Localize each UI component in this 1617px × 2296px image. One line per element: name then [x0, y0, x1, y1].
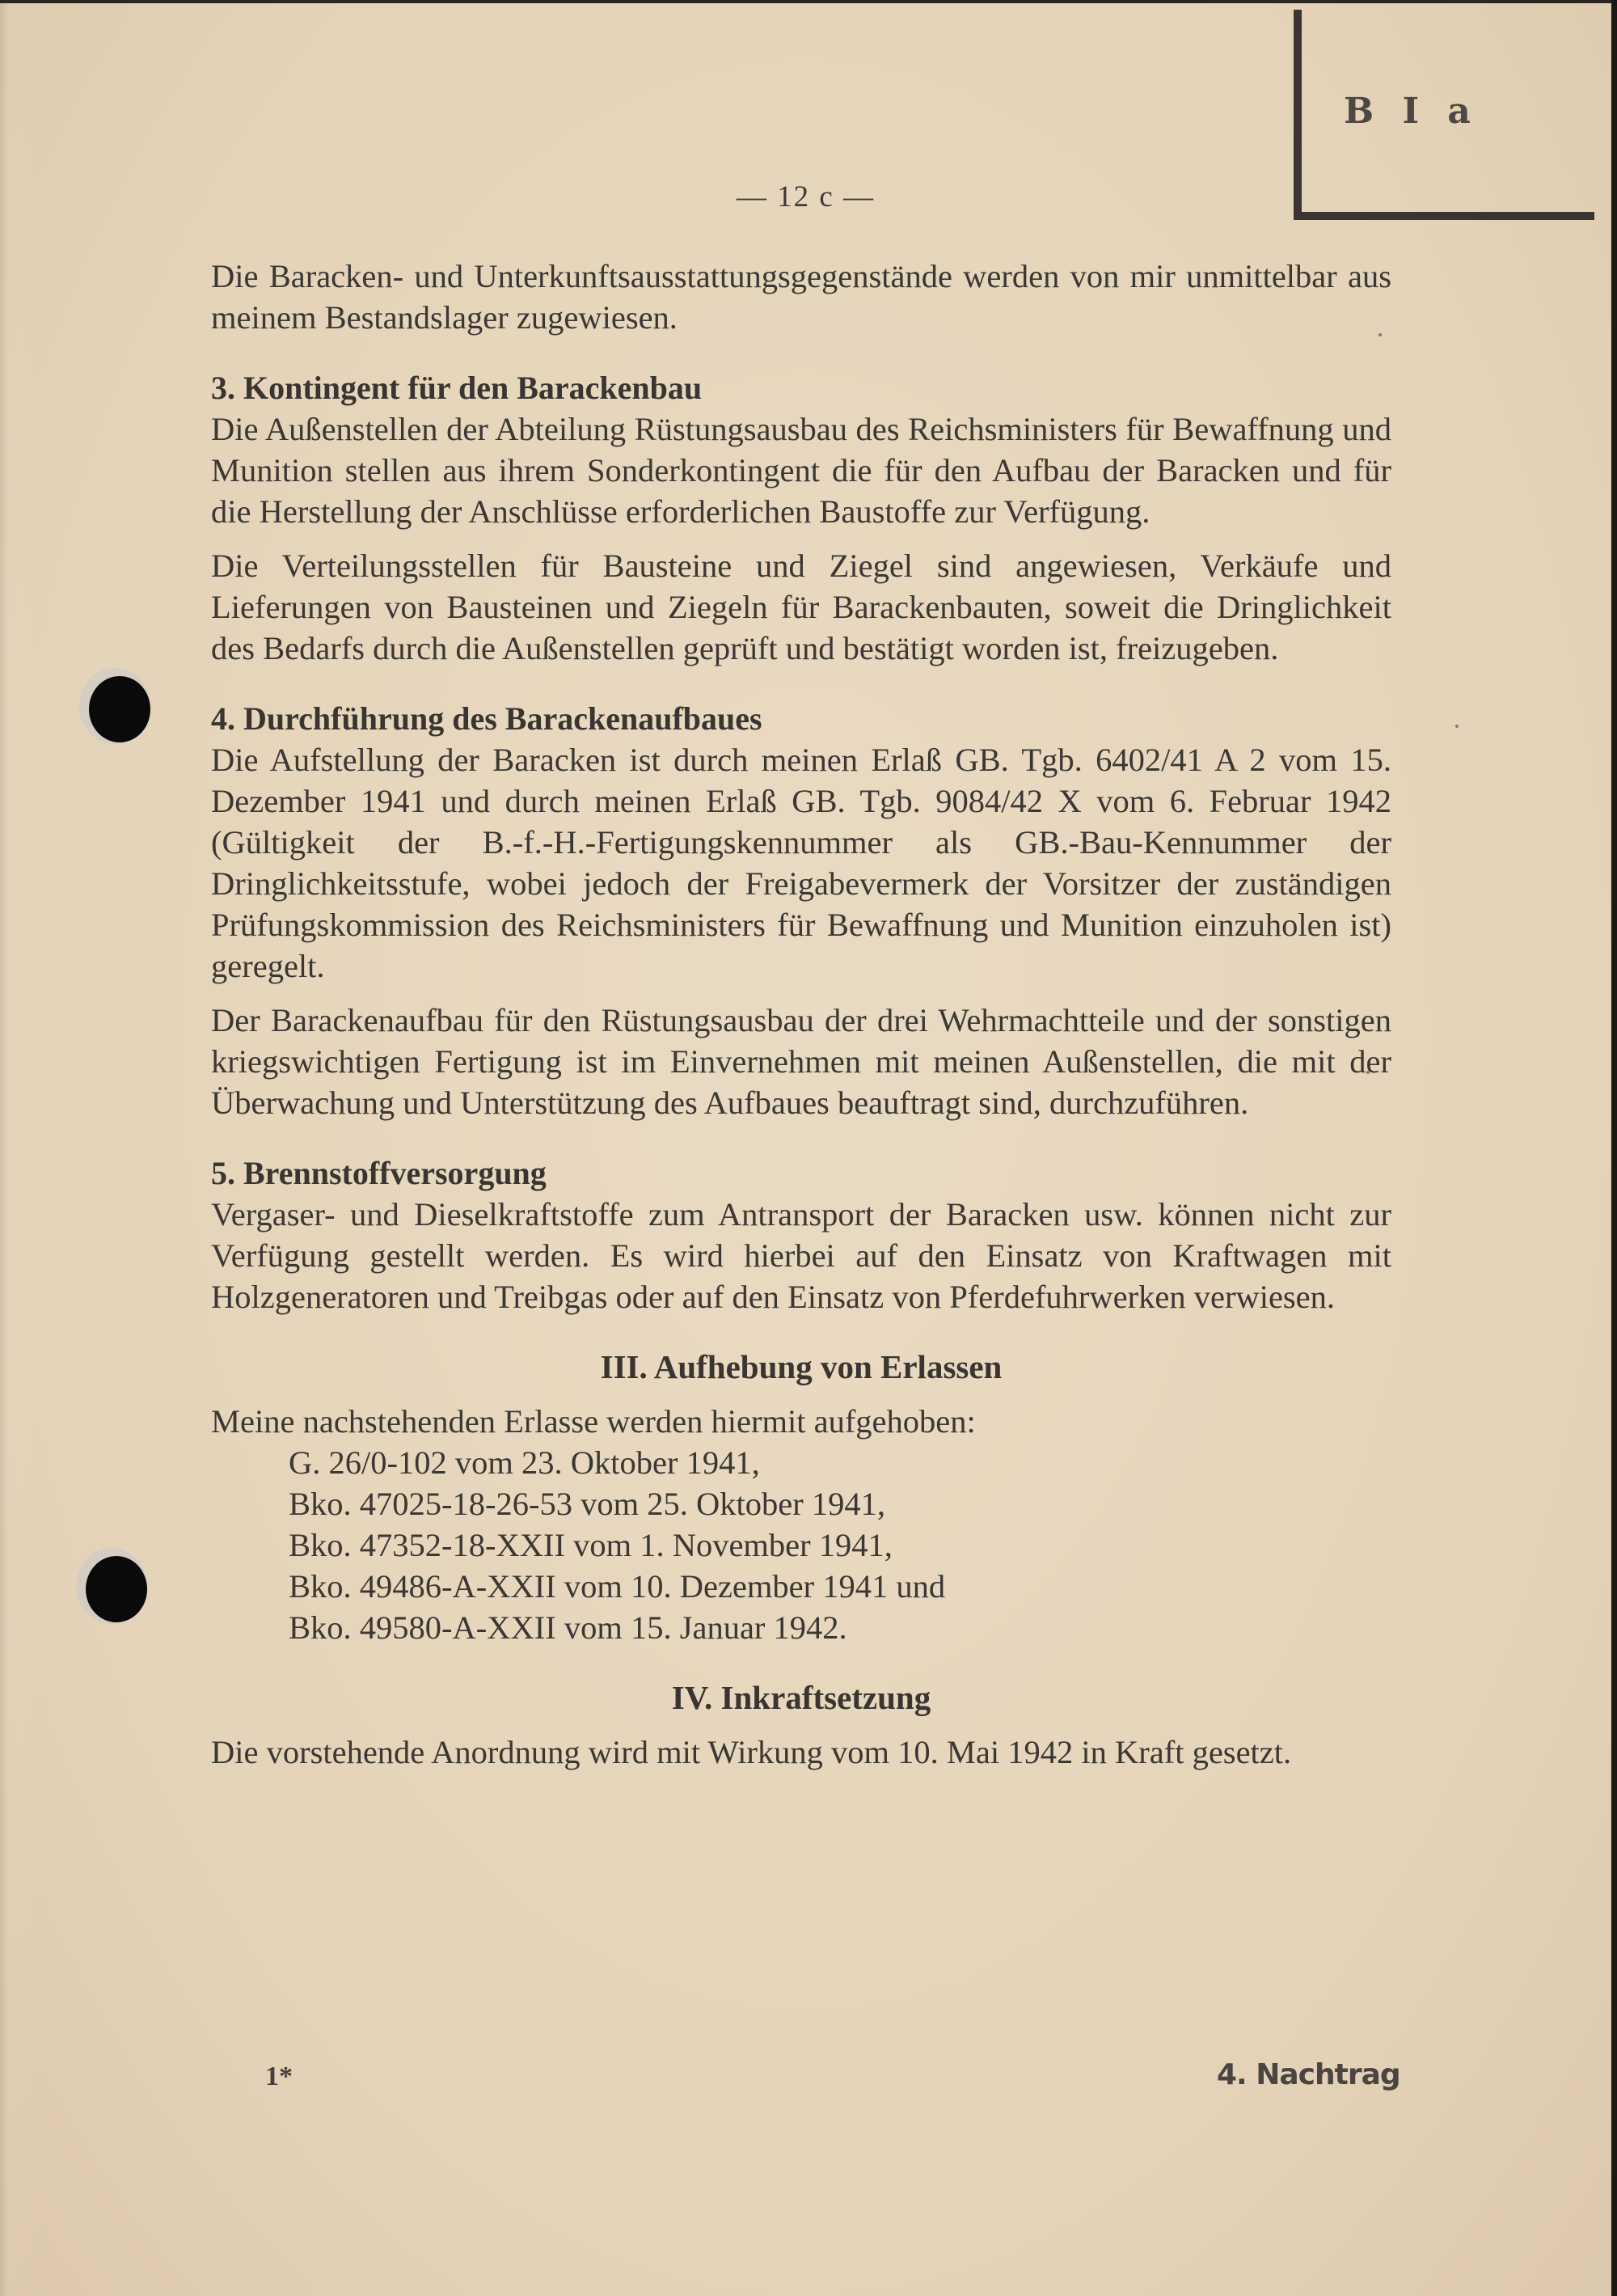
part-heading: IV. Inkraftsetzung: [671, 1679, 931, 1716]
paper-speck: [1455, 725, 1459, 728]
section-heading: 4. Durchführung des Barackenaufbaues: [211, 700, 762, 737]
intro-paragraph: Die Baracken- und Unterkunftsausstattungsgegenstände werden von mir unmittelbar aus meinem Bestandslager zugewiesen.: [211, 258, 1391, 336]
section-paragraph: Der Barackenaufbau für den Rüstungsausbau der drei Wehrmachtteile und der sonstigen kriegswichtigen Fertigung ist im Einvernehmen mit meinen Außenstellen, die mit der Überwachung und Unterstützung des Aufbaues beauftragt sind, durchzuführen.: [211, 1002, 1391, 1121]
section-3-kontingent: [211, 367, 1391, 669]
effective-date-paragraph: Die vorstehende Anordnung wird mit Wirkung vom 10. Mai 1942 in Kraft gesetzt.: [211, 1734, 1292, 1770]
register-tab-label: B I a: [1344, 91, 1479, 132]
document-body: [211, 256, 1391, 1773]
decree-item: G. 26/0-102 vom 23. Oktober 1941,: [289, 1444, 760, 1481]
punch-hole-icon: [86, 1556, 147, 1622]
decree-item: Bko. 49486-A-XXII vom 10. Dezember 1941 und: [289, 1568, 946, 1605]
page-number: — 12 c —: [736, 180, 876, 214]
section-paragraph: Die Außenstellen der Abteilung Rüstungsausbau des Reichsministers für Bewaffnung und Munition stellen aus ihrem Sonderkontingent die für den Aufbau der Baracken und für die Herstellung der Anschlüsse erforderlichen Baustoffe zur Verfügung.: [211, 411, 1391, 530]
punch-hole-icon: [89, 676, 150, 742]
document-page: [0, 3, 1611, 2296]
repealed-decrees-list: [211, 1442, 1391, 1648]
section-paragraph: Vergaser- und Dieselkraftstoffe zum Antransport der Baracken usw. können nicht zur Verfügung gestellt werden. Es wird hierbei auf den Einsatz von Kraftwagen mit Holzgeneratoren und Treibgas oder auf den Einsatz von Pferdefuhrwerken verwiesen.: [211, 1196, 1391, 1315]
decree-item: Bko. 49580-A-XXII vom 15. Januar 1942.: [289, 1609, 847, 1646]
part-4-inkraftsetzung: [211, 1677, 1391, 1773]
section-heading: 3. Kontingent für den Barackenbau: [211, 370, 703, 406]
signature-mark: 1*: [265, 2061, 293, 2091]
part-lead: Meine nachstehenden Erlasse werden hiermit aufgehoben:: [211, 1403, 976, 1440]
supplement-label: 4. Nachtrag: [1217, 2058, 1400, 2091]
section-5-brennstoff: [211, 1152, 1391, 1317]
section-heading: 5. Brennstoffversorgung: [211, 1155, 547, 1191]
part-3-aufhebung: [211, 1347, 1391, 1648]
section-paragraph: Die Aufstellung der Baracken ist durch meinen Erlaß GB. Tgb. 6402/41 A 2 vom 15. Dezember 1941 und durch meinen Erlaß GB. Tgb. 9084/42 X vom 6. Februar 1942 (Gültigkeit der B.-f.-H.-Fertigungskennummer als GB.-Bau-Kennummer der Dringlichkeitsstufe, wobei jedoch der Freigabevermerk der Vorsitzer der zuständigen Prüfungskommission des Reichsministers für Bewaffnung und Munition einzuholen ist) geregelt.: [211, 742, 1391, 984]
scan-border: [1611, 0, 1617, 2296]
decree-item: Bko. 47352-18-XXII vom 1. November 1941,: [289, 1527, 893, 1563]
section-4-durchfuehrung: [211, 698, 1391, 1123]
part-heading: III. Aufhebung von Erlassen: [600, 1348, 1003, 1385]
decree-item: Bko. 47025-18-26-53 vom 25. Oktober 1941,: [289, 1486, 885, 1522]
page-edge-shadow: [0, 3, 8, 2296]
section-paragraph: Die Verteilungsstellen für Bausteine und Ziegel sind angewiesen, Verkäufe und Lieferungen von Bausteinen und Ziegeln für Barackenbauten, soweit die Dringlichkeit des Bedarfs durch die Außenstellen geprüft und bestätigt worden ist, freizugeben.: [211, 548, 1391, 666]
